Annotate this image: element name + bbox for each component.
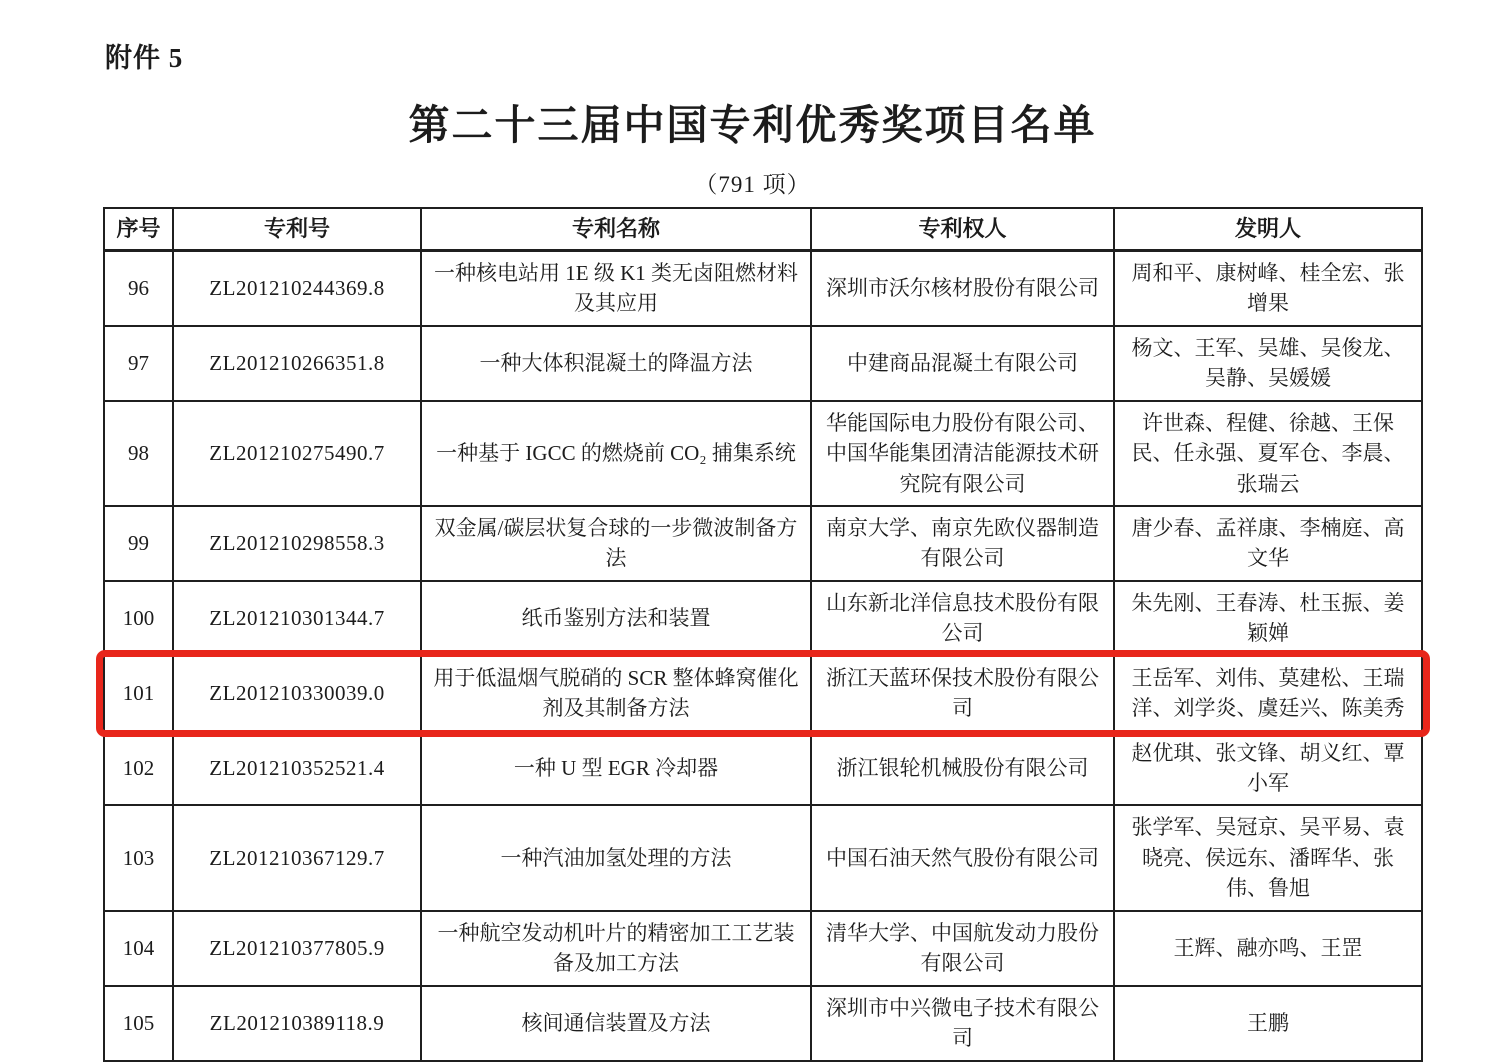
table-row bbox=[104, 326, 1422, 401]
cell-patent-name: 双金属/碳层状复合球的一步微波制备方法 bbox=[421, 506, 811, 581]
cell-inventors: 张学军、吴冠京、吴平易、袁晓亮、侯远东、潘晖华、张伟、鲁旭 bbox=[1114, 805, 1422, 910]
cell-patent-name: 一种航空发动机叶片的精密加工工艺装备及加工方法 bbox=[421, 911, 811, 986]
cell-patentee: 清华大学、中国航发动力股份有限公司 bbox=[811, 911, 1114, 986]
cell-index: 102 bbox=[104, 731, 173, 806]
cell-patent-name: 一种基于 IGCC 的燃烧前 CO₂ 捕集系统 bbox=[421, 401, 811, 506]
cell-patent-number: ZL201210330039.0 bbox=[173, 656, 421, 731]
cell-patentee: 中国石油天然气股份有限公司 bbox=[811, 805, 1114, 910]
table-row bbox=[104, 506, 1422, 581]
column-header-inventors: 发明人 bbox=[1114, 208, 1422, 250]
cell-patent-name: 用于低温烟气脱硝的 SCR 整体蜂窝催化剂及其制备方法 bbox=[421, 656, 811, 731]
cell-inventors: 朱先刚、王春涛、杜玉振、姜颖婵 bbox=[1114, 581, 1422, 656]
table-row bbox=[104, 986, 1422, 1061]
table-row bbox=[104, 805, 1422, 910]
cell-patentee: 浙江天蓝环保技术股份有限公司 bbox=[811, 656, 1114, 731]
cell-index: 103 bbox=[104, 805, 173, 910]
table-row bbox=[104, 581, 1422, 656]
cell-patentee: 深圳市沃尔核材股份有限公司 bbox=[811, 250, 1114, 325]
cell-patentee: 南京大学、南京先欧仪器制造有限公司 bbox=[811, 506, 1114, 581]
cell-patent-number: ZL201210377805.9 bbox=[173, 911, 421, 986]
cell-index: 97 bbox=[104, 326, 173, 401]
cell-patent-name: 一种大体积混凝土的降温方法 bbox=[421, 326, 811, 401]
cell-patent-number: ZL201210301344.7 bbox=[173, 581, 421, 656]
attachment-label: 附件 5 bbox=[105, 43, 184, 73]
column-header-patent-name: 专利名称 bbox=[421, 208, 811, 250]
patent-award-table bbox=[103, 207, 1423, 1062]
cell-inventors: 王鹏 bbox=[1114, 986, 1422, 1061]
cell-patent-name: 一种 U 型 EGR 冷却器 bbox=[421, 731, 811, 806]
table-row-highlighted bbox=[104, 656, 1422, 731]
cell-patentee: 华能国际电力股份有限公司、中国华能集团清洁能源技术研究院有限公司 bbox=[811, 401, 1114, 506]
table-row bbox=[104, 911, 1422, 986]
cell-inventors: 许世森、程健、徐越、王保民、任永强、夏军仓、李晨、张瑞云 bbox=[1114, 401, 1422, 506]
column-header-patent-number: 专利号 bbox=[173, 208, 421, 250]
table-row bbox=[104, 401, 1422, 506]
cell-index: 96 bbox=[104, 250, 173, 325]
cell-index: 104 bbox=[104, 911, 173, 986]
cell-patent-number: ZL201210275490.7 bbox=[173, 401, 421, 506]
cell-inventors: 王辉、融亦鸣、王罡 bbox=[1114, 911, 1422, 986]
table-row bbox=[104, 250, 1422, 325]
cell-index: 100 bbox=[104, 581, 173, 656]
cell-patent-name: 一种核电站用 1E 级 K1 类无卤阻燃材料及其应用 bbox=[421, 250, 811, 325]
cell-patent-name: 一种汽油加氢处理的方法 bbox=[421, 805, 811, 910]
cell-inventors: 赵优琪、张文锋、胡义红、覃小军 bbox=[1114, 731, 1422, 806]
cell-inventors: 周和平、康树峰、桂全宏、张增果 bbox=[1114, 250, 1422, 325]
column-header-patentee: 专利权人 bbox=[811, 208, 1114, 250]
cell-patentee: 山东新北洋信息技术股份有限公司 bbox=[811, 581, 1114, 656]
cell-patent-number: ZL201210352521.4 bbox=[173, 731, 421, 806]
cell-index: 105 bbox=[104, 986, 173, 1061]
cell-inventors: 唐少春、孟祥康、李楠庭、高文华 bbox=[1114, 506, 1422, 581]
cell-patentee: 浙江银轮机械股份有限公司 bbox=[811, 731, 1114, 806]
table-header-row bbox=[104, 208, 1422, 250]
cell-patent-name: 纸币鉴别方法和装置 bbox=[421, 581, 811, 656]
cell-patent-number: ZL201210389118.9 bbox=[173, 986, 421, 1061]
cell-patentee: 深圳市中兴微电子技术有限公司 bbox=[811, 986, 1114, 1061]
cell-patent-number: ZL201210244369.8 bbox=[173, 250, 421, 325]
cell-patent-number: ZL201210298558.3 bbox=[173, 506, 421, 581]
cell-index: 101 bbox=[104, 656, 173, 731]
cell-index: 99 bbox=[104, 506, 173, 581]
cell-patent-name: 核间通信装置及方法 bbox=[421, 986, 811, 1061]
cell-patentee: 中建商品混凝土有限公司 bbox=[811, 326, 1114, 401]
table-row bbox=[104, 731, 1422, 806]
page-subtitle: （791 项） bbox=[694, 172, 811, 197]
cell-index: 98 bbox=[104, 401, 173, 506]
cell-inventors: 杨文、王军、吴雄、吴俊龙、吴静、吴媛媛 bbox=[1114, 326, 1422, 401]
cell-patent-number: ZL201210367129.7 bbox=[173, 805, 421, 910]
column-header-index: 序号 bbox=[104, 208, 173, 250]
cell-patent-number: ZL201210266351.8 bbox=[173, 326, 421, 401]
cell-inventors: 王岳军、刘伟、莫建松、王瑞洋、刘学炎、虞廷兴、陈美秀 bbox=[1114, 656, 1422, 731]
page-title: 第二十三届中国专利优秀奖项目名单 bbox=[408, 102, 1097, 148]
